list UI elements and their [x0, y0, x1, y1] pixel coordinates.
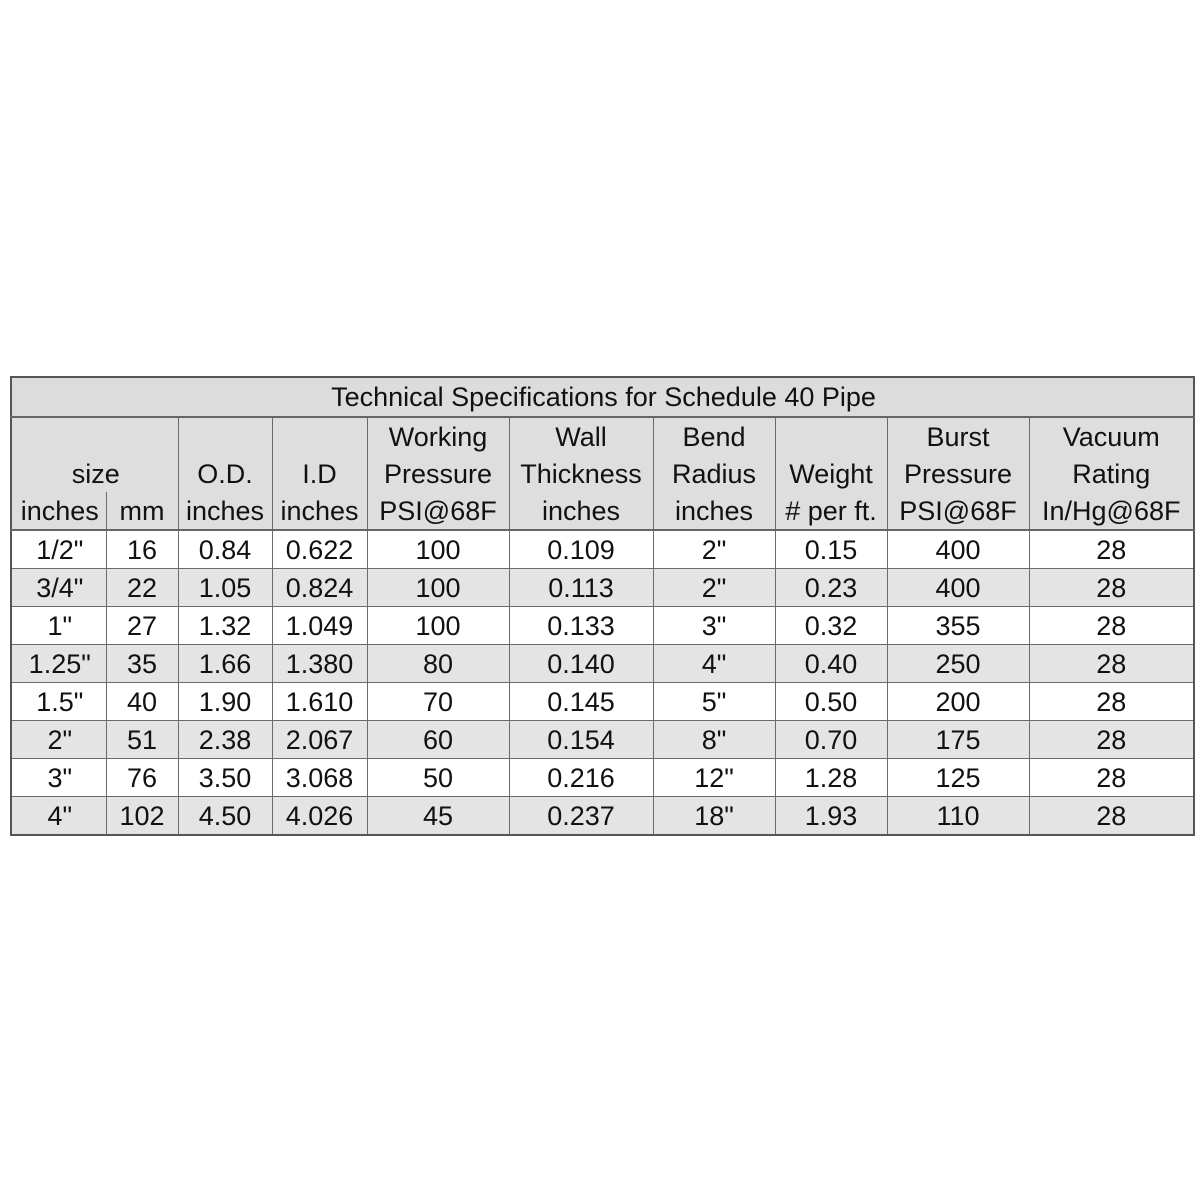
cell-bend-radius: 3" — [653, 607, 775, 645]
cell-wall-thickness: 0.113 — [509, 569, 653, 607]
header-id-top — [272, 417, 367, 455]
table-row — [11, 530, 1194, 569]
cell-size-inches: 1/2" — [11, 530, 106, 569]
cell-wall-thickness: 0.154 — [509, 721, 653, 759]
cell-weight: 1.93 — [775, 797, 887, 836]
cell-od: 2.38 — [178, 721, 272, 759]
cell-size-mm: 35 — [106, 645, 178, 683]
cell-burst-pressure: 400 — [887, 530, 1029, 569]
cell-wall-thickness: 0.216 — [509, 759, 653, 797]
header-row-2 — [11, 455, 1194, 492]
cell-working-pressure: 60 — [367, 721, 509, 759]
header-od: O.D. — [178, 455, 272, 492]
cell-working-pressure: 70 — [367, 683, 509, 721]
header-size: size — [11, 455, 178, 492]
cell-weight: 0.23 — [775, 569, 887, 607]
cell-id: 0.824 — [272, 569, 367, 607]
table-row — [11, 683, 1194, 721]
cell-burst-pressure: 110 — [887, 797, 1029, 836]
cell-size-mm: 16 — [106, 530, 178, 569]
cell-vacuum-rating: 28 — [1029, 530, 1194, 569]
cell-working-pressure: 100 — [367, 607, 509, 645]
cell-weight: 1.28 — [775, 759, 887, 797]
cell-burst-pressure: 175 — [887, 721, 1029, 759]
cell-bend-radius: 12" — [653, 759, 775, 797]
cell-vacuum-rating: 28 — [1029, 645, 1194, 683]
header-size-top — [11, 417, 178, 455]
cell-vacuum-rating: 28 — [1029, 797, 1194, 836]
header-vacuum-rating: Rating — [1029, 455, 1194, 492]
unit-size-mm: mm — [106, 492, 178, 530]
cell-id: 1.610 — [272, 683, 367, 721]
cell-bend-radius: 5" — [653, 683, 775, 721]
unit-od: inches — [178, 492, 272, 530]
cell-id: 2.067 — [272, 721, 367, 759]
cell-od: 1.05 — [178, 569, 272, 607]
cell-size-mm: 51 — [106, 721, 178, 759]
header-wall-thickness: Thickness — [509, 455, 653, 492]
cell-burst-pressure: 355 — [887, 607, 1029, 645]
unit-weight: # per ft. — [775, 492, 887, 530]
unit-vacuum-rating: In/Hg@68F — [1029, 492, 1194, 530]
header-id: I.D — [272, 455, 367, 492]
cell-size-inches: 3" — [11, 759, 106, 797]
cell-burst-pressure: 125 — [887, 759, 1029, 797]
cell-id: 1.380 — [272, 645, 367, 683]
cell-vacuum-rating: 28 — [1029, 721, 1194, 759]
unit-burst-pressure: PSI@68F — [887, 492, 1029, 530]
header-bend-radius: Radius — [653, 455, 775, 492]
header-burst-pressure: Pressure — [887, 455, 1029, 492]
cell-wall-thickness: 0.237 — [509, 797, 653, 836]
cell-working-pressure: 45 — [367, 797, 509, 836]
cell-od: 1.66 — [178, 645, 272, 683]
cell-size-inches: 1.25" — [11, 645, 106, 683]
title-row — [11, 377, 1194, 417]
table-row — [11, 721, 1194, 759]
cell-od: 1.90 — [178, 683, 272, 721]
table-row — [11, 645, 1194, 683]
header-bend-top: Bend — [653, 417, 775, 455]
cell-id: 1.049 — [272, 607, 367, 645]
cell-weight: 0.32 — [775, 607, 887, 645]
cell-size-inches: 1" — [11, 607, 106, 645]
cell-weight: 0.40 — [775, 645, 887, 683]
unit-wall-thickness: inches — [509, 492, 653, 530]
header-working-top: Working — [367, 417, 509, 455]
header-burst-top: Burst — [887, 417, 1029, 455]
header-vacuum-top: Vacuum — [1029, 417, 1194, 455]
cell-vacuum-rating: 28 — [1029, 569, 1194, 607]
unit-size-inches: inches — [11, 492, 106, 530]
cell-bend-radius: 4" — [653, 645, 775, 683]
cell-weight: 0.50 — [775, 683, 887, 721]
cell-vacuum-rating: 28 — [1029, 683, 1194, 721]
cell-working-pressure: 100 — [367, 530, 509, 569]
cell-size-inches: 3/4" — [11, 569, 106, 607]
unit-working-pressure: PSI@68F — [367, 492, 509, 530]
unit-id: inches — [272, 492, 367, 530]
cell-weight: 0.70 — [775, 721, 887, 759]
table-title: Technical Specifications for Schedule 40 Pipe — [11, 377, 1194, 417]
cell-size-mm: 27 — [106, 607, 178, 645]
cell-od: 0.84 — [178, 530, 272, 569]
table-row — [11, 607, 1194, 645]
cell-burst-pressure: 250 — [887, 645, 1029, 683]
cell-od: 3.50 — [178, 759, 272, 797]
cell-vacuum-rating: 28 — [1029, 607, 1194, 645]
cell-working-pressure: 80 — [367, 645, 509, 683]
header-weight: Weight — [775, 455, 887, 492]
header-working-pressure: Pressure — [367, 455, 509, 492]
cell-bend-radius: 2" — [653, 569, 775, 607]
header-row-1 — [11, 417, 1194, 455]
cell-size-inches: 4" — [11, 797, 106, 836]
units-row — [11, 492, 1194, 530]
header-weight-top — [775, 417, 887, 455]
cell-working-pressure: 50 — [367, 759, 509, 797]
cell-size-mm: 102 — [106, 797, 178, 836]
cell-size-mm: 40 — [106, 683, 178, 721]
cell-bend-radius: 8" — [653, 721, 775, 759]
cell-burst-pressure: 400 — [887, 569, 1029, 607]
table-row — [11, 759, 1194, 797]
table-row — [11, 797, 1194, 836]
cell-od: 1.32 — [178, 607, 272, 645]
spec-table — [10, 376, 1195, 836]
cell-id: 4.026 — [272, 797, 367, 836]
cell-od: 4.50 — [178, 797, 272, 836]
unit-bend-radius: inches — [653, 492, 775, 530]
cell-wall-thickness: 0.145 — [509, 683, 653, 721]
table-row — [11, 569, 1194, 607]
cell-id: 0.622 — [272, 530, 367, 569]
cell-size-inches: 1.5" — [11, 683, 106, 721]
cell-vacuum-rating: 28 — [1029, 759, 1194, 797]
cell-bend-radius: 2" — [653, 530, 775, 569]
cell-size-inches: 2" — [11, 721, 106, 759]
cell-working-pressure: 100 — [367, 569, 509, 607]
cell-id: 3.068 — [272, 759, 367, 797]
cell-wall-thickness: 0.109 — [509, 530, 653, 569]
cell-wall-thickness: 0.140 — [509, 645, 653, 683]
cell-wall-thickness: 0.133 — [509, 607, 653, 645]
cell-size-mm: 22 — [106, 569, 178, 607]
cell-weight: 0.15 — [775, 530, 887, 569]
cell-burst-pressure: 200 — [887, 683, 1029, 721]
header-od-top — [178, 417, 272, 455]
header-wall-top: Wall — [509, 417, 653, 455]
cell-size-mm: 76 — [106, 759, 178, 797]
cell-bend-radius: 18" — [653, 797, 775, 836]
